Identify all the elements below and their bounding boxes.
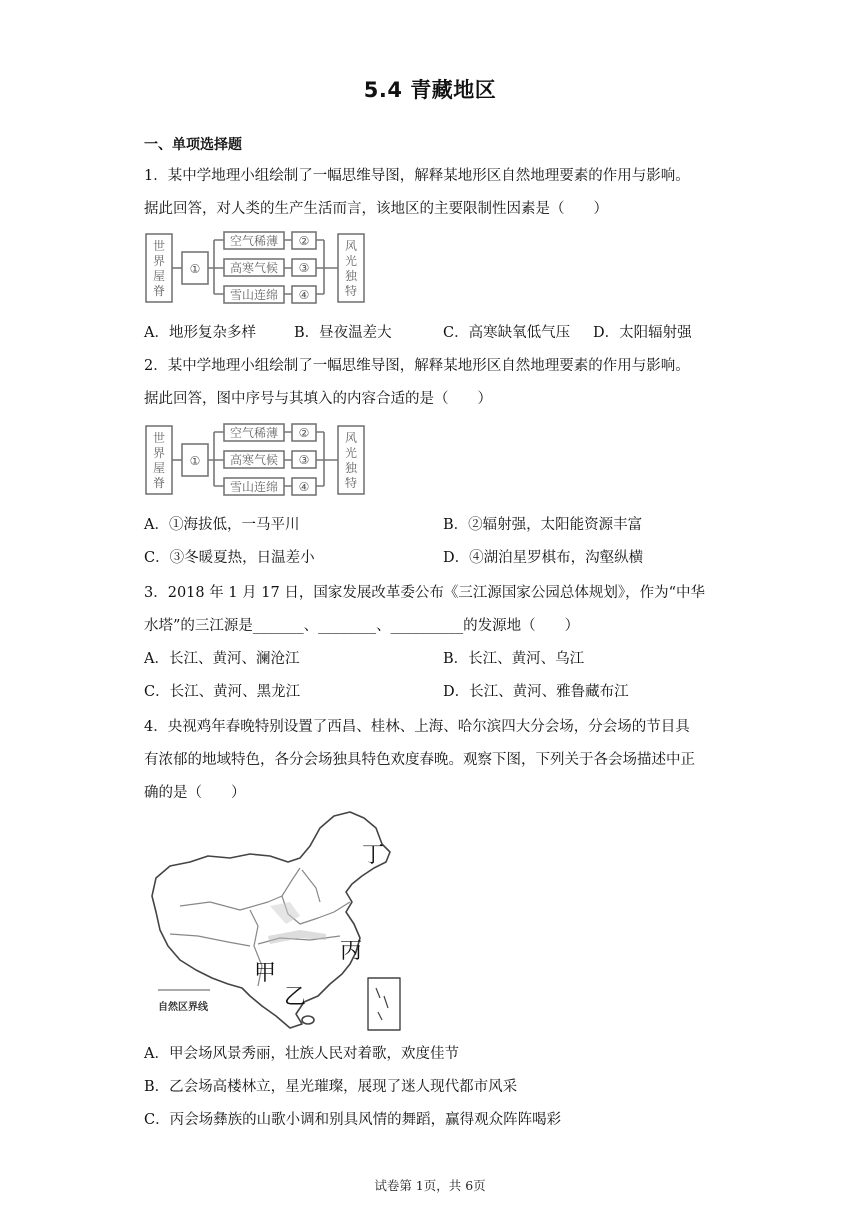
mindmap-left-char: 世	[152, 431, 166, 445]
mindmap-right-char: 独	[344, 461, 358, 475]
mindmap-right-char: 光	[344, 446, 358, 460]
mindmap-left-char: 屋	[152, 461, 166, 475]
map-label-yi: 乙	[284, 985, 307, 1010]
q4-option-c: C．丙会场彝族的山歌小调和别具风情的舞蹈，赢得观众阵阵喝彩	[144, 1112, 562, 1128]
q1-option-b: B．昼夜温差大	[294, 325, 392, 341]
q3-line2: 水塔”的三江源是_______、________、__________的发源地（ ）	[144, 618, 580, 634]
mindmap-left-char: 界	[152, 446, 166, 460]
mindmap-node-1: ①	[189, 454, 201, 468]
mindmap-middle-text: 高寒气候	[229, 261, 279, 275]
page-title: 5.4 青藏地区	[363, 78, 497, 102]
q3-option-d: D．长江、黄河、雅鲁藏布江	[443, 684, 629, 700]
mindmap-middle-text: 雪山连绵	[229, 288, 279, 302]
mindmap-left-char: 脊	[152, 476, 166, 490]
q2-line1: 2．某中学地理小组绘制了一幅思维导图，解释某地形区自然地理要素的作用与影响。	[144, 358, 690, 374]
map-label-bing: 丙	[340, 939, 363, 964]
q2-option-a: A．①海拔低，一马平川	[144, 517, 300, 533]
mindmap-middle-text: 高寒气候	[229, 453, 279, 467]
q3-option-c: C．长江、黄河、黑龙江	[144, 684, 301, 700]
mindmap-right-char: 特	[344, 476, 358, 490]
mindmap-number: ③	[298, 453, 310, 467]
q4-option-b: B．乙会场高楼林立，星光璀璨，展现了迷人现代都市风采	[144, 1079, 518, 1095]
map-label-ding: 丁	[362, 843, 385, 868]
q2-option-b: B．②辐射强，太阳能资源丰富	[443, 517, 643, 533]
map-label-jia: 甲	[254, 961, 277, 986]
q3-option-a: A．长江、黄河、澜沧江	[144, 651, 300, 667]
china-map-figure	[150, 806, 410, 1034]
q4-line2: 有浓郁的地域特色，各分会场独具特色欢度春晚。观察下图，下列关于各会场描述中正	[144, 752, 695, 768]
mindmap-number: ③	[298, 261, 310, 275]
q4-line1: 4．央视鸡年春晚特别设置了西昌、桂林、上海、哈尔滨四大分会场，分会场的节目具	[144, 719, 690, 735]
mindmap-right-char: 特	[344, 284, 358, 298]
mindmap-right-char: 风	[344, 431, 358, 445]
q4-line3: 确的是（ ）	[144, 785, 246, 801]
q2-option-c: C．③冬暖夏热，日温差小	[144, 550, 315, 566]
mindmap-middle-text: 雪山连绵	[229, 480, 279, 494]
mindmap-left-char: 脊	[152, 284, 166, 298]
q2-option-d: D．④湖泊星罗棋布，沟壑纵横	[443, 550, 644, 566]
q1-line2: 据此回答，对人类的生产生活而言，该地区的主要限制性因素是（ ）	[144, 201, 608, 217]
q3-option-b: B．长江、黄河、乌江	[443, 651, 585, 667]
q1-option-d: D．太阳辐射强	[593, 325, 692, 341]
section-heading: 一、单项选择题	[144, 137, 242, 153]
mindmap-number: ②	[298, 234, 310, 248]
mindmap-right-char: 光	[344, 254, 358, 268]
map-legend: 自然区界线	[158, 1002, 208, 1013]
mindmap-middle-text: 空气稀薄	[229, 234, 279, 248]
mindmap-right-char: 风	[344, 239, 358, 253]
q1-option-c: C．高寒缺氧低气压	[443, 325, 571, 341]
q4-option-a: A．甲会场风景秀丽，壮族人民对着歌，欢度佳节	[144, 1046, 459, 1062]
mindmap-number: ②	[298, 426, 310, 440]
mindmap-figure-2	[144, 420, 368, 498]
mindmap-middle-text: 空气稀薄	[229, 426, 279, 440]
mindmap-figure-1	[144, 228, 368, 306]
mindmap-left-char: 屋	[152, 269, 166, 283]
q1-line1: 1．某中学地理小组绘制了一幅思维导图，解释某地形区自然地理要素的作用与影响。	[144, 168, 690, 184]
mindmap-left-char: 界	[152, 254, 166, 268]
mindmap-number: ④	[298, 480, 310, 494]
q1-option-a: A．地形复杂多样	[144, 325, 256, 341]
mindmap-left-char: 世	[152, 239, 166, 253]
q2-line2: 据此回答，图中序号与其填入的内容合适的是（ ）	[144, 391, 492, 407]
mindmap-number: ④	[298, 288, 310, 302]
q3-line1: 3．2018 年 1 月 17 日，国家发展改革委公布《三江源国家公园总体规划》，作为“中华	[144, 585, 706, 601]
mindmap-right-char: 独	[344, 269, 358, 283]
page-footer: 试卷第 1页，共 6页	[374, 1178, 486, 1193]
mindmap-node-1: ①	[189, 262, 201, 276]
